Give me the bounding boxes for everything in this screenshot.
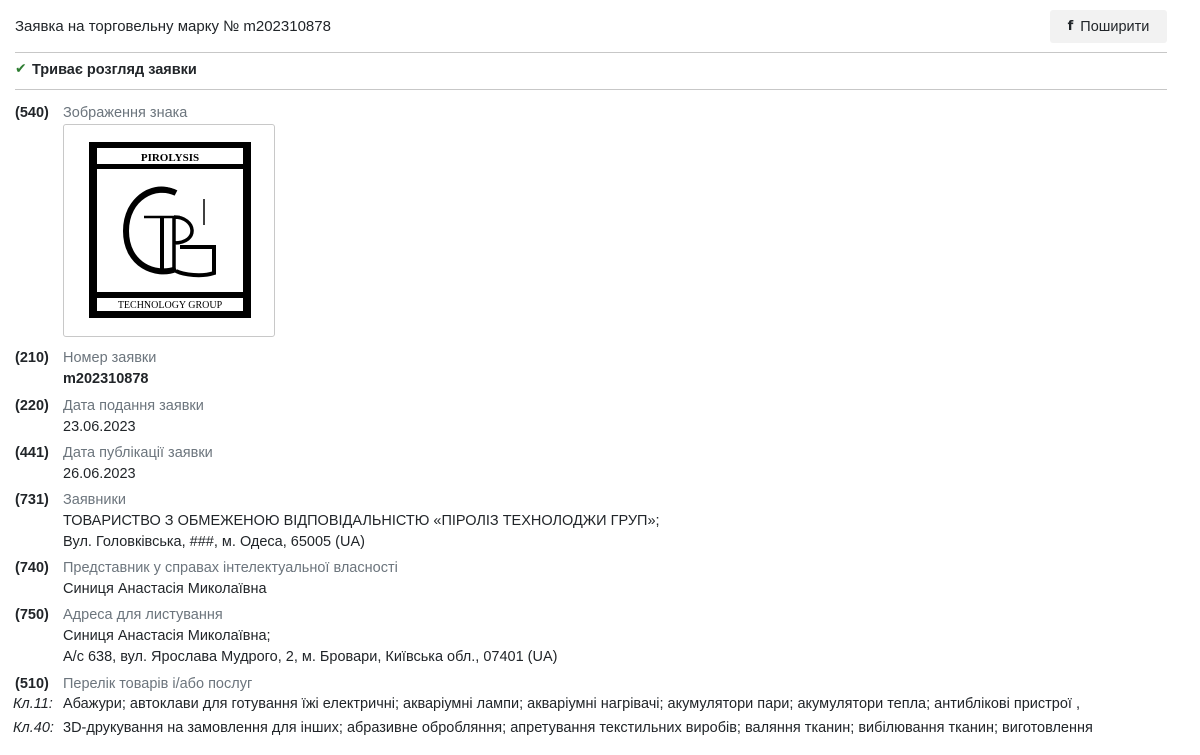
- page-header: [15, 0, 1167, 53]
- field-label: Дата подання заявки: [63, 398, 204, 414]
- facebook-icon: f: [1067, 19, 1074, 34]
- status-bar: [15, 52, 1167, 90]
- publication-date-value: 26.06.2023: [63, 466, 136, 482]
- applicant-name: ТОВАРИСТВО З ОБМЕЖЕНОЮ ВІДПОВІДАЛЬНІСТЮ «ПІРОЛІЗ ТЕХНОЛОДЖИ ГРУП»;: [63, 513, 660, 529]
- field-label: Дата публікації заявки: [63, 445, 213, 461]
- field-label: Перелік товарів і/або послуг: [63, 676, 253, 692]
- page-title: Заявка на торговельну марку № m202310878: [15, 18, 331, 35]
- field-label: Представник у справах інтелектуальної власності: [63, 560, 398, 576]
- status-text: Триває розгляд заявки: [32, 62, 197, 78]
- class-text: 3D-друкування на замовлення для інших; абразивне обробляння; апретування текстильних виробів; валяння тканин; вибілювання тканин; виготовлення: [63, 720, 1093, 736]
- applicant-address: Вул. Головківська, ###, м. Одеса, 65005 (UA): [63, 534, 365, 550]
- share-button[interactable]: [1050, 10, 1167, 43]
- check-icon: ✔: [15, 61, 27, 77]
- field-code: (540): [15, 105, 49, 121]
- field-code: (740): [15, 560, 49, 576]
- field-code: (210): [15, 350, 49, 366]
- field-code: (750): [15, 607, 49, 623]
- representative-value: Синиця Анастасія Миколаївна: [63, 581, 267, 597]
- application-number-value: m202310878: [63, 371, 149, 387]
- class-row: [0, 720, 1170, 740]
- field-label: Зображення знака: [63, 105, 188, 121]
- filing-date-value: 23.06.2023: [63, 419, 136, 435]
- field-label: Номер заявки: [63, 350, 157, 366]
- trademark-logo: [64, 125, 274, 336]
- field-label: Адреса для листування: [63, 607, 223, 623]
- field-code: (510): [15, 676, 49, 692]
- logo-top-text: PIROLYSIS: [140, 152, 200, 164]
- field-code: (220): [15, 398, 49, 414]
- class-label: Кл.11:: [13, 696, 53, 712]
- correspondence-address: А/с 638, вул. Ярослава Мудрого, 2, м. Бровари, Київська обл., 07401 (UA): [63, 649, 558, 665]
- class-row: [0, 696, 1170, 716]
- share-button-label: Поширити: [1080, 18, 1150, 35]
- field-code: (731): [15, 492, 49, 508]
- trademark-image[interactable]: [63, 124, 275, 337]
- field-label: Заявники: [63, 492, 126, 508]
- correspondence-name: Синиця Анастасія Миколаївна;: [63, 628, 271, 644]
- class-text: Абажури; автоклави для готування їжі електричні; акваріумні лампи; акваріумні нагрівачі; акумулятори пари; акумулятори тепла; антиблікові пристрої ,: [63, 696, 1080, 712]
- field-code: (441): [15, 445, 49, 461]
- logo-bottom-text: TECHNOLOGY GROUP: [117, 300, 223, 311]
- class-label: Кл.40:: [13, 720, 54, 736]
